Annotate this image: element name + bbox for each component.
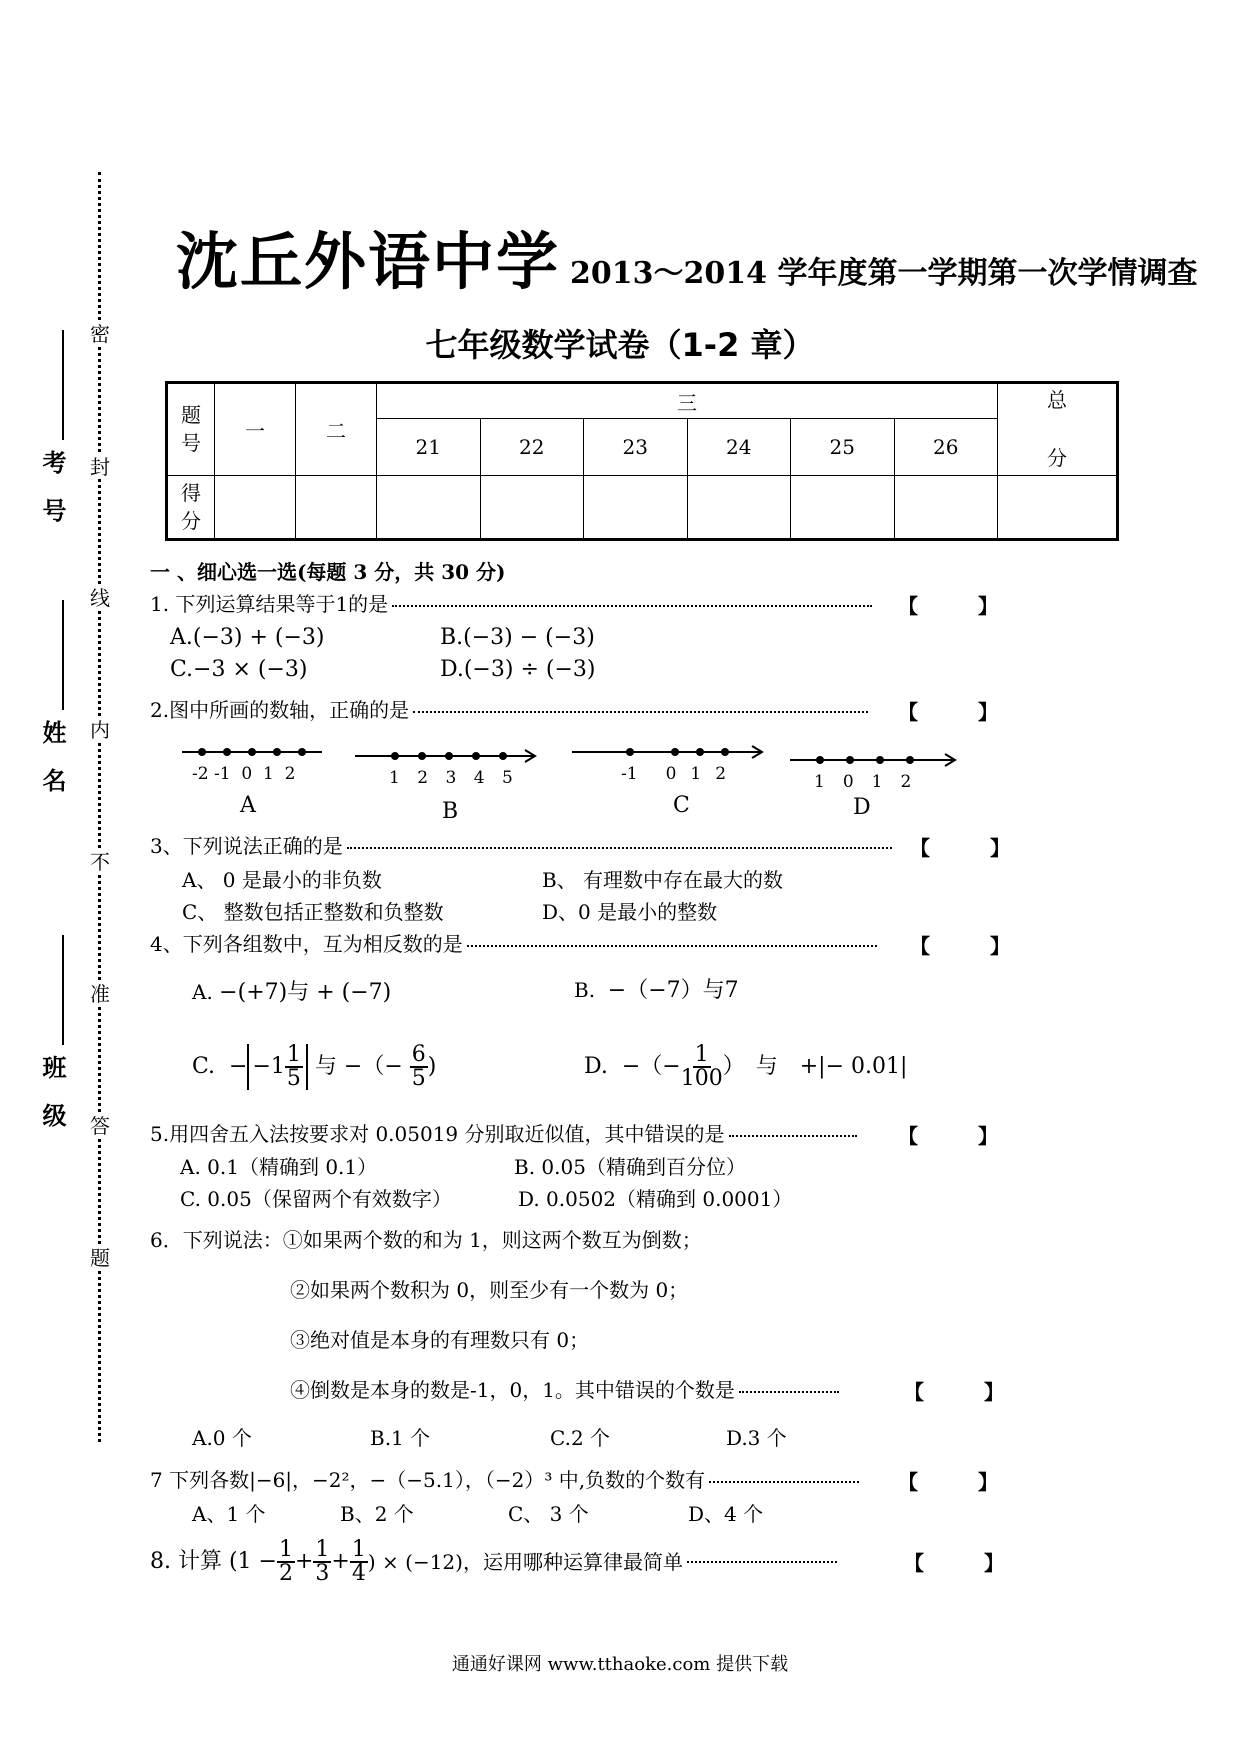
score-cell[interactable] xyxy=(215,475,296,539)
q5-option-a: A. 0.1（精确到 0.1） xyxy=(180,1155,378,1179)
question-7: 7 下列各数|−6|，−2²，−（−5.1），（−2）³ 中,负数的个数有 xyxy=(150,1466,859,1494)
score-cell[interactable] xyxy=(998,475,1118,539)
answer-bracket-8[interactable]: 【 】 xyxy=(904,1551,1004,1575)
binding-char-mi: 密 xyxy=(87,322,113,346)
col-section-2: 二 xyxy=(296,383,377,476)
answer-bracket-2[interactable]: 【 】 xyxy=(898,700,998,724)
col-section-1: 一 xyxy=(215,383,296,476)
axis-b-caption: B xyxy=(442,799,459,824)
q6-statement-2: ②如果两个数积为 0，则至少有一个数为 0； xyxy=(290,1278,689,1302)
q5-option-c: C. 0.05（保留两个有效数字） xyxy=(180,1187,452,1211)
answer-bracket-3[interactable]: 【 】 xyxy=(910,836,1010,860)
number-line-c xyxy=(572,746,762,758)
question-3: 3、下列说法正确的是 xyxy=(150,832,892,860)
binding-char-nei: 内 xyxy=(87,718,113,742)
q3-option-c: C、 整数包括正整数和负整数 xyxy=(182,900,444,924)
q3-option-b: B、 有理数中存在最大的数 xyxy=(542,868,784,892)
q1-option-c: C.−3 × (−3) xyxy=(170,657,308,682)
binding-char-xian: 线 xyxy=(87,586,113,610)
exam-number-field[interactable] xyxy=(20,330,80,590)
axis-c-caption: C xyxy=(673,793,690,818)
score-cell[interactable] xyxy=(377,475,481,539)
section-1-heading: 一 、细心选一选(每题 3 分，共 30 分) xyxy=(150,560,506,584)
col-q26: 26 xyxy=(894,419,998,475)
number-line-b xyxy=(355,750,535,762)
axis-a-caption: A xyxy=(240,793,256,818)
question-1: 1. 下列运算结果等于1的是 xyxy=(150,590,872,618)
axis-d-caption: D xyxy=(853,795,871,820)
col-q22: 22 xyxy=(480,419,584,475)
page-title xyxy=(176,212,1198,298)
axis-c-labels: -1 0 1 2 xyxy=(621,764,727,784)
score-cell[interactable] xyxy=(296,475,377,539)
exam-subtitle: 七年级数学试卷（1-2 章） xyxy=(425,326,815,364)
question-2: 2.图中所画的数轴，正确的是 xyxy=(150,696,868,724)
q7-option-b: B、2 个 xyxy=(340,1502,414,1526)
q3-option-a: A、 0 是最小的非负数 xyxy=(182,868,382,892)
binding-char-bu: 不 xyxy=(87,850,113,874)
score-header-label: 题 号 xyxy=(167,383,215,476)
score-cell[interactable] xyxy=(584,475,688,539)
col-section-3: 三 xyxy=(377,383,998,419)
q5-option-b: B. 0.05（精确到百分位） xyxy=(514,1155,746,1179)
binding-char-da: 答 xyxy=(87,1114,113,1138)
score-cell[interactable] xyxy=(687,475,791,539)
answer-bracket-6[interactable]: 【 】 xyxy=(904,1380,1004,1404)
score-row-label: 得 分 xyxy=(167,475,215,539)
answer-bracket-4[interactable]: 【 】 xyxy=(910,934,1010,958)
q3-option-d: D、0 是最小的整数 xyxy=(542,900,718,924)
class-label: 班 级 xyxy=(38,1055,66,1127)
q4-option-d: D. −（− $\frac{1}{100}$ ） 与 +|− 0.01| xyxy=(584,1042,908,1091)
answer-bracket-1[interactable]: 【 】 xyxy=(898,594,998,618)
q4-option-a: A. −(+7)与 + (−7) xyxy=(192,980,392,1005)
col-q23: 23 xyxy=(584,419,688,475)
q6-option-c: C.2 个 xyxy=(550,1426,611,1450)
col-q24: 24 xyxy=(687,419,791,475)
q6-option-a: A.0 个 xyxy=(192,1426,252,1450)
q6-option-b: B.1 个 xyxy=(370,1426,431,1450)
q7-option-d: D、4 个 xyxy=(688,1502,764,1526)
q1-option-b: B.(−3) − (−3) xyxy=(440,625,595,650)
name-label: 姓 名 xyxy=(38,720,66,792)
q4-option-b: B. −（−7）与7 xyxy=(574,978,739,1003)
q7-option-c: C、 3 个 xyxy=(508,1502,589,1526)
score-cell[interactable] xyxy=(894,475,998,539)
binding-char-zhun: 准 xyxy=(87,982,113,1006)
score-cell[interactable] xyxy=(480,475,584,539)
score-table xyxy=(165,381,1119,541)
q1-option-d: D.(−3) ÷ (−3) xyxy=(440,657,596,682)
answer-bracket-5[interactable]: 【 】 xyxy=(898,1124,998,1148)
axis-b-labels: 1 2 3 4 5 xyxy=(389,768,513,788)
q6-option-d: D.3 个 xyxy=(726,1426,787,1450)
school-name: 沈丘外语中学 xyxy=(176,225,561,298)
name-field[interactable] xyxy=(20,600,80,860)
q6-statement-4: ④倒数是本身的数是-1，0，1。其中错误的个数是 xyxy=(290,1376,839,1404)
question-6: 6．下列说法：①如果两个数的和为 1，则这两个数互为倒数； xyxy=(150,1228,702,1252)
class-field[interactable] xyxy=(20,935,80,1195)
binding-char-ti: 题 xyxy=(87,1246,113,1270)
number-line-a xyxy=(182,748,322,756)
q6-statement-3: ③绝对值是本身的有理数只有 0； xyxy=(290,1328,590,1352)
col-q25: 25 xyxy=(791,419,895,475)
question-8: 8. 计算 (1 − $\frac{1}{2}$ + $\frac{1}{3}$ + $\frac{1}{4}$ ) × (−12)，运用哪种运算律最简单 xyxy=(150,1530,837,1594)
score-cell[interactable] xyxy=(791,475,895,539)
number-line-d xyxy=(790,754,955,766)
term-title: 2013～2014 学年度第一学期第一次学情调查 xyxy=(570,256,1198,291)
binding-char-feng: 封 xyxy=(87,455,113,479)
axis-d-labels: 1 0 1 2 xyxy=(814,772,912,792)
q4-option-c: C. − − 1 $\frac{1}{5}$ 与 −（− $\frac{6}{5}$ ) xyxy=(192,1042,437,1091)
axis-a-labels: -2 -1 0 1 2 xyxy=(192,764,296,784)
exam-number-label: 考 号 xyxy=(38,450,66,522)
col-q21: 21 xyxy=(377,419,481,475)
col-total: 总 分 xyxy=(998,383,1118,476)
answer-bracket-7[interactable]: 【 】 xyxy=(898,1470,998,1494)
question-5: 5.用四舍五入法按要求对 0.05019 分别取近似值，其中错误的是 xyxy=(150,1120,857,1148)
q7-option-a: A、1 个 xyxy=(192,1502,266,1526)
q1-option-a: A.(−3) + (−3) xyxy=(170,625,325,650)
question-4: 4、下列各组数中，互为相反数的是 xyxy=(150,930,877,958)
q5-option-d: D. 0.0502（精确到 0.0001） xyxy=(518,1187,793,1211)
page-footer: 通通好课网 www.tthaoke.com 提供下载 xyxy=(451,1654,789,1675)
